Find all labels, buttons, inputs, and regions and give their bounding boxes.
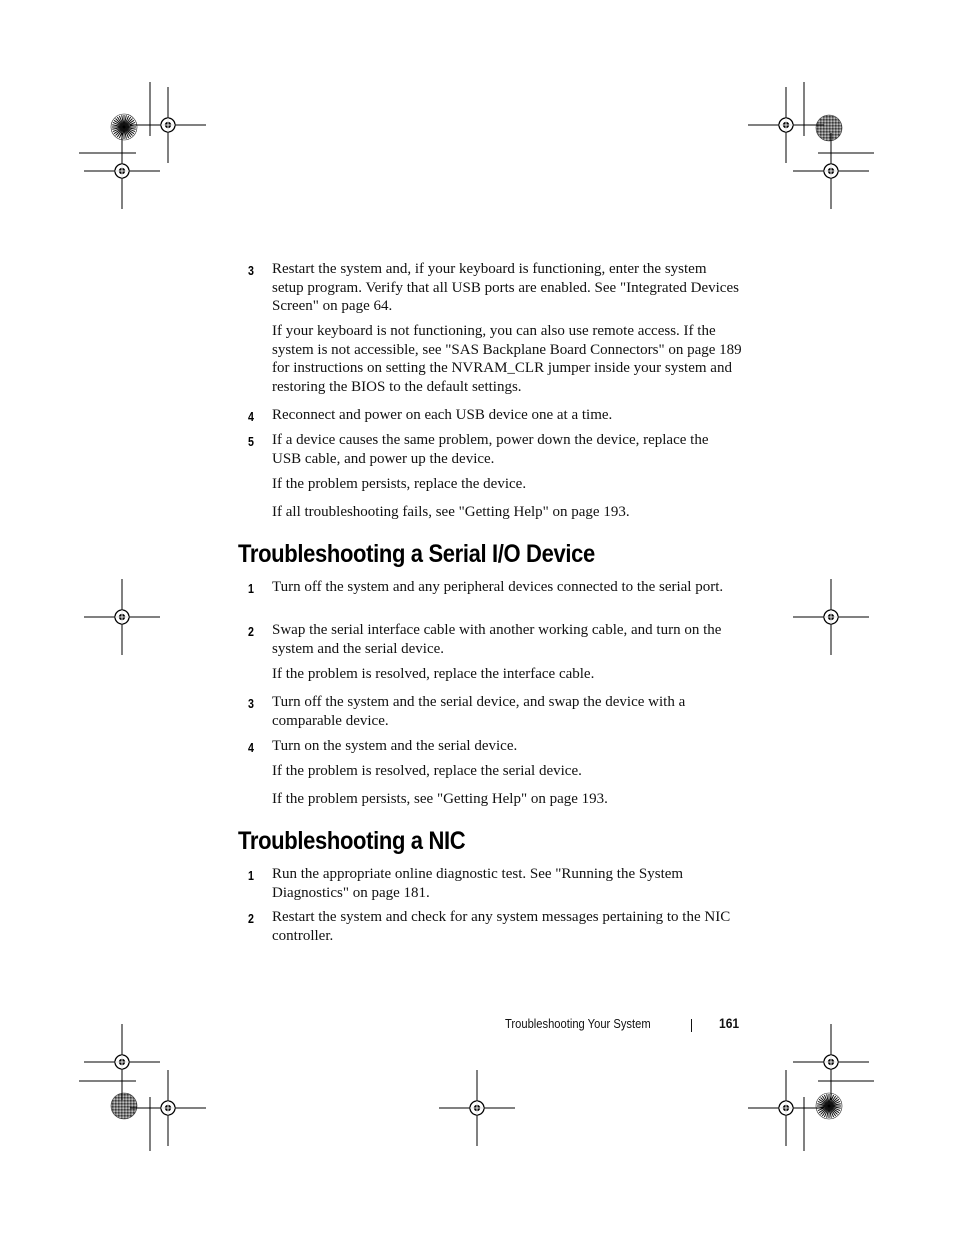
step-number: 3: [248, 696, 254, 711]
step-text: Turn off the system and the serial device, and swap the device with a comparable device.: [272, 694, 686, 729]
step-number: 1: [248, 581, 254, 596]
footer-divider: [691, 1019, 692, 1032]
step-number: 2: [248, 911, 254, 926]
step-text: Turn on the system and the serial device.: [272, 738, 518, 754]
paragraph: If the problem persists, replace the device.: [272, 476, 527, 492]
step-number: 3: [248, 263, 254, 278]
step-number: 4: [248, 740, 254, 755]
section-heading-nic: Troubleshooting a NIC: [238, 827, 466, 855]
section-heading-serial: Troubleshooting a Serial I/O Device: [238, 540, 595, 568]
step-number: 5: [248, 434, 254, 449]
paragraph: If the problem persists, see "Getting Help" on page 193.: [272, 791, 608, 807]
step-text: Turn off the system and any peripheral devices connected to the serial port.: [272, 579, 724, 595]
step-number: 4: [248, 409, 254, 424]
step-text: Reconnect and power on each USB device one at a time.: [272, 407, 613, 423]
paragraph: If the problem is resolved, replace the interface cable.: [272, 666, 595, 682]
paragraph: If your keyboard is not functioning, you can also use remote access. If the system is not accessible, see "SAS Backplane Board Connectors" on page 189 for instructions on setting the NVRAM_CLR jumper inside your system and restoring the BIOS to the default settings.: [272, 323, 742, 395]
step-text: Restart the system and, if your keyboard is functioning, enter the system setup program. Verify that all USB ports are enabled. See "Integrated Devices Screen" on page 64.: [272, 261, 739, 315]
footer-section-title: Troubleshooting Your System: [505, 1016, 651, 1031]
step-text: Restart the system and check for any system messages pertaining to the NIC controller.: [272, 909, 731, 944]
step-text: Run the appropriate online diagnostic test. See "Running the System Diagnostics" on page 181.: [272, 866, 684, 901]
step-text: Swap the serial interface cable with another working cable, and turn on the system and the serial device.: [272, 622, 722, 657]
step-number: 1: [248, 868, 254, 883]
step-number: 2: [248, 624, 254, 639]
paragraph: If all troubleshooting fails, see "Getting Help" on page 193.: [272, 504, 630, 520]
paragraph: If the problem is resolved, replace the serial device.: [272, 763, 582, 779]
page-number: 161: [719, 1015, 740, 1031]
step-text: If a device causes the same problem, power down the device, replace the USB cable, and power up the device.: [272, 432, 709, 467]
